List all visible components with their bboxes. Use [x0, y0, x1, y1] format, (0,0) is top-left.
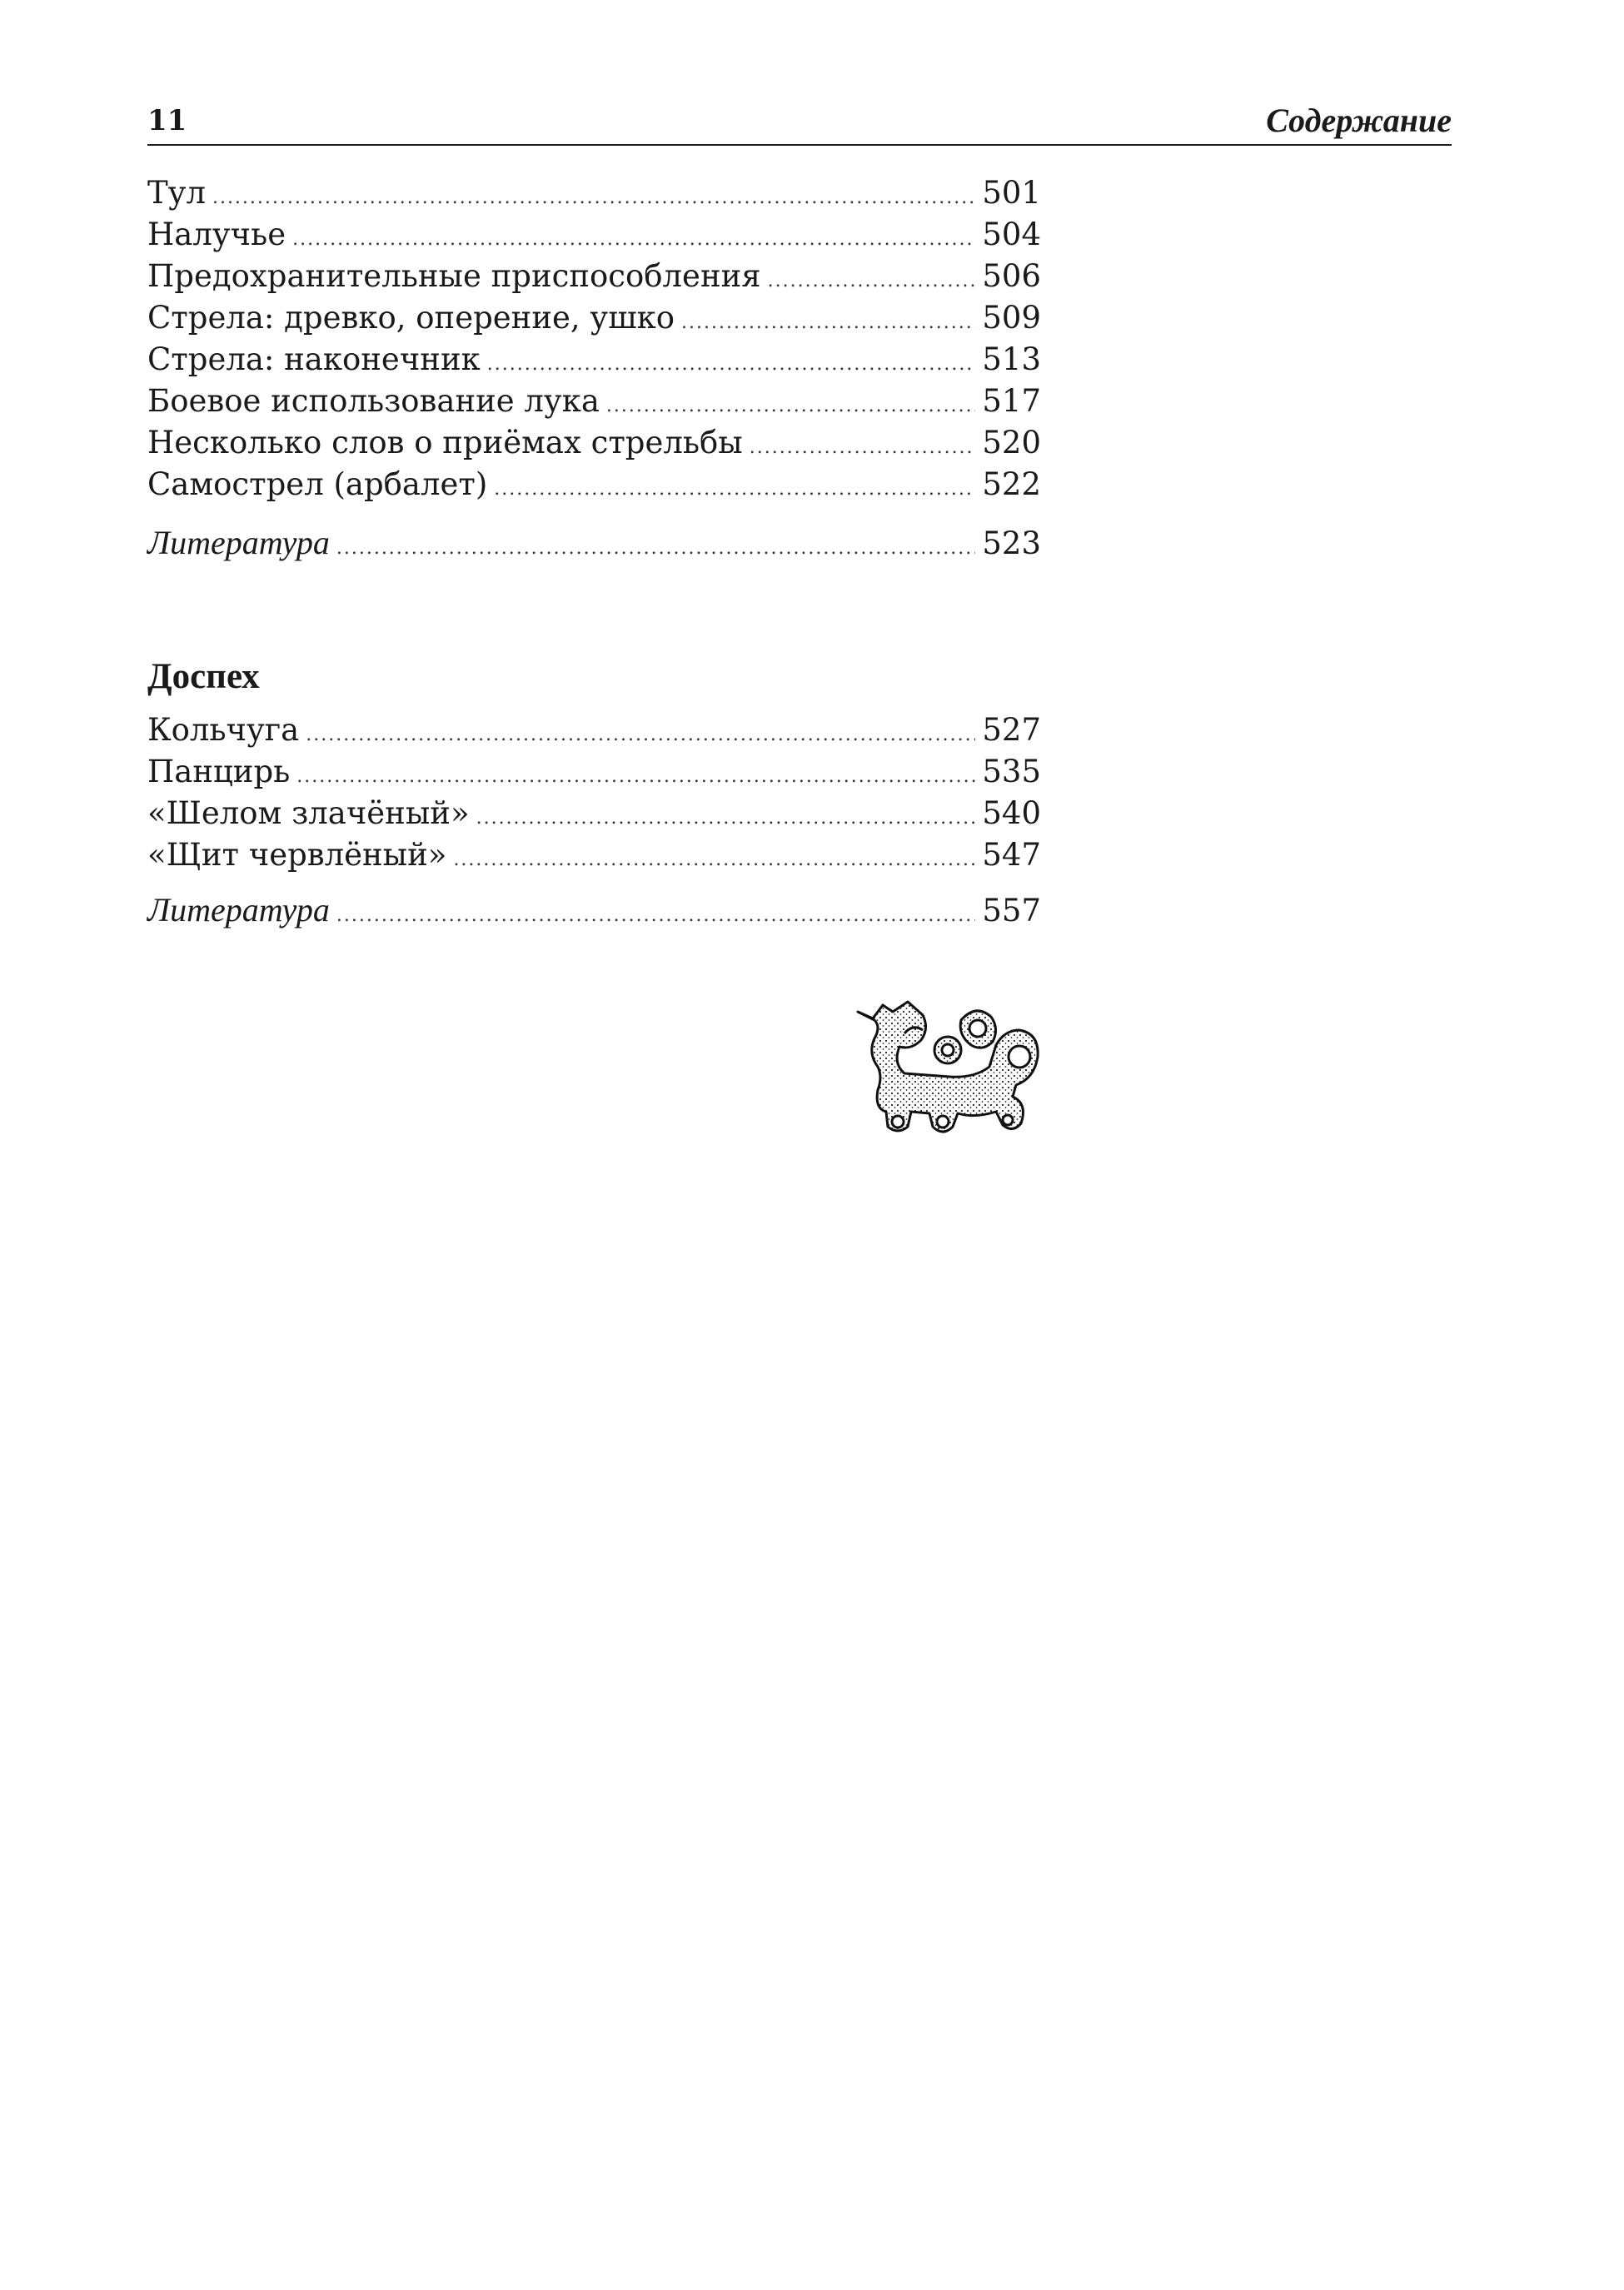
toc-entry-title: «Шелом злачёный» [147, 795, 470, 831]
dot-leader [453, 839, 975, 881]
toc-entry-page: 540 [982, 795, 1041, 831]
toc-entry-page: 501 [982, 175, 1041, 211]
toc-entry-title: Литература [147, 524, 330, 561]
dot-leader [750, 427, 976, 469]
toc-entry-literature[interactable] [147, 522, 1041, 564]
dot-leader [336, 895, 976, 937]
toc-entry-title: Самострел (арбалет) [147, 466, 488, 502]
toc-entry-title: Панцирь [147, 754, 291, 789]
toc-entry-title: Литература [147, 891, 330, 928]
toc-entry-page: 547 [982, 837, 1041, 873]
toc-entry-page: 504 [982, 217, 1041, 252]
toc-entry-page: 513 [982, 341, 1041, 377]
toc-entry-literature[interactable] [147, 889, 1041, 931]
dot-leader [212, 177, 975, 219]
toc-entry-title: Налучье [147, 217, 286, 252]
toc-entry-title: Тул [147, 175, 206, 211]
toc-entry-page: 509 [982, 300, 1041, 336]
page-header [147, 104, 1452, 146]
animal-ornament-icon [849, 987, 1049, 1145]
toc-entry[interactable] [147, 214, 1041, 256]
toc-entry[interactable] [147, 339, 1041, 381]
toc-list-archery [147, 172, 1041, 505]
toc-entry-page: 520 [982, 425, 1041, 460]
dot-leader [336, 528, 976, 570]
dot-leader [494, 469, 975, 510]
section-heading: Доспех [147, 657, 260, 696]
toc-entry[interactable] [147, 834, 1041, 876]
toc-entry[interactable] [147, 464, 1041, 505]
toc-entry-title: Предохранительные приспособления [147, 258, 761, 294]
dot-leader [487, 344, 976, 386]
toc-entry[interactable] [147, 793, 1041, 834]
toc-entry-page: 527 [982, 712, 1041, 748]
toc-entry-page: 535 [982, 754, 1041, 789]
toc-entry[interactable] [147, 751, 1041, 793]
toc-entry-page: 523 [982, 525, 1041, 561]
toc-entry-title: Стрела: древко, оперение, ушко [147, 300, 675, 336]
toc-entry-page: 557 [982, 893, 1041, 928]
dot-leader [296, 756, 975, 798]
dot-leader [306, 714, 975, 756]
toc-entry-title: «Щит червлёный» [147, 837, 447, 873]
running-head: Содержание [1266, 102, 1452, 139]
toc-entry[interactable] [147, 172, 1041, 214]
dot-leader [476, 798, 976, 839]
toc-entry-page: 506 [982, 258, 1041, 294]
dot-leader [606, 386, 975, 427]
dot-leader [292, 219, 975, 261]
toc-entry[interactable] [147, 422, 1041, 464]
toc-entry[interactable] [147, 381, 1041, 422]
toc-literature-2 [147, 889, 1041, 931]
toc-entry-title: Стрела: наконечник [147, 341, 481, 377]
page-number: 11 [147, 104, 187, 137]
toc-list-armor [147, 709, 1041, 876]
toc-entry-page: 522 [982, 466, 1041, 502]
dot-leader [768, 261, 976, 302]
dot-leader [681, 302, 975, 344]
toc-entry[interactable] [147, 297, 1041, 339]
toc-entry-title: Кольчуга [147, 712, 300, 748]
toc-entry-title: Боевое использование лука [147, 383, 600, 419]
toc-entry[interactable] [147, 256, 1041, 297]
toc-entry[interactable] [147, 709, 1041, 751]
toc-entry-page: 517 [982, 383, 1041, 419]
toc-entry-title: Несколько слов о приёмах стрельбы [147, 425, 743, 460]
toc-literature-1 [147, 522, 1041, 564]
